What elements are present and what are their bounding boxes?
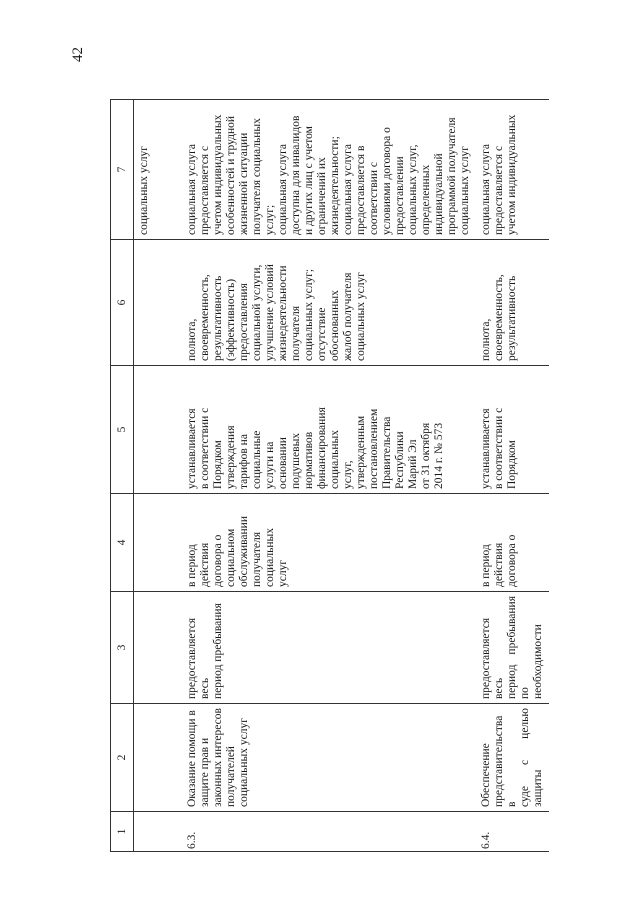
table-row-6-3 <box>182 100 476 852</box>
column-number: 2 <box>111 704 134 812</box>
service-name-cell <box>134 704 183 812</box>
term-cell: в период действия договора о социальном обслуживании получателя социальных услуг <box>182 494 476 592</box>
column-number: 1 <box>111 812 134 852</box>
service-name-cell: Обеспечение представительства в суде с целью защиты <box>476 704 549 812</box>
quality-indicators-cell: полнота, своевременность, результативность <box>476 240 549 366</box>
volume-cell: предоставляется весь период пребывания по необходимости <box>476 592 549 704</box>
column-number: 5 <box>111 366 134 494</box>
service-name-cell: Оказание помощи в защите прав и законных интересов получателей социальных услуг <box>182 704 476 812</box>
column-number: 6 <box>111 240 134 366</box>
conditions-cell: социальная услуга предоставляется с учетом индивидуальных <box>476 100 549 240</box>
table-row-continuation <box>134 100 183 852</box>
table-row-6-4 <box>476 100 549 852</box>
services-table <box>110 99 549 852</box>
row-number: 6.4. <box>476 812 549 852</box>
volume-cell: предоставляется весь период пребывания <box>182 592 476 704</box>
rotated-page-content <box>110 100 544 852</box>
conditions-cell: социальных услуг <box>134 100 183 240</box>
quality-indicators-cell: полнота, своевременность, результативность (эффективность) предоставления социальной услуги, улучшение условий жизнедеятельности получателя социальных услуг; отсутствие обоснованных жалоб получателя социальных услуг <box>182 240 476 366</box>
column-number: 3 <box>111 592 134 704</box>
column-number: 4 <box>111 494 134 592</box>
column-number: 7 <box>111 100 134 240</box>
term-cell <box>134 494 183 592</box>
row-number <box>134 812 183 852</box>
tariff-cell: устанавливается в соответствии с Порядком <box>476 366 549 494</box>
quality-indicators-cell <box>134 240 183 366</box>
row-number: 6.3. <box>182 812 476 852</box>
tariff-cell: устанавливается в соответствии с Порядком утверждения тарифов на социальные услуги на основании подушевых нормативов финансирования социальных услуг, утвержденным постановлением Правительства Республики Марий Эл от 31 октября 2014 г. № 573 <box>182 366 476 494</box>
conditions-cell: социальная услуга предоставляется с учетом индивидуальных особенностей и трудной жизненной ситуации получателя социальных услуг; социальная услуга доступна для инвалидов и других лиц с учетом ограничений их жизнедеятельности; социальная услуга предоставляется в соответствии с условиями договора о предоставлении социальных услуг, определенных индивидуальной программой получателя социальных услуг <box>182 100 476 240</box>
page-number: 42 <box>70 47 86 62</box>
column-number-row <box>111 100 134 852</box>
term-cell: в период действия договора о <box>476 494 549 592</box>
volume-cell <box>134 592 183 704</box>
tariff-cell <box>134 366 183 494</box>
